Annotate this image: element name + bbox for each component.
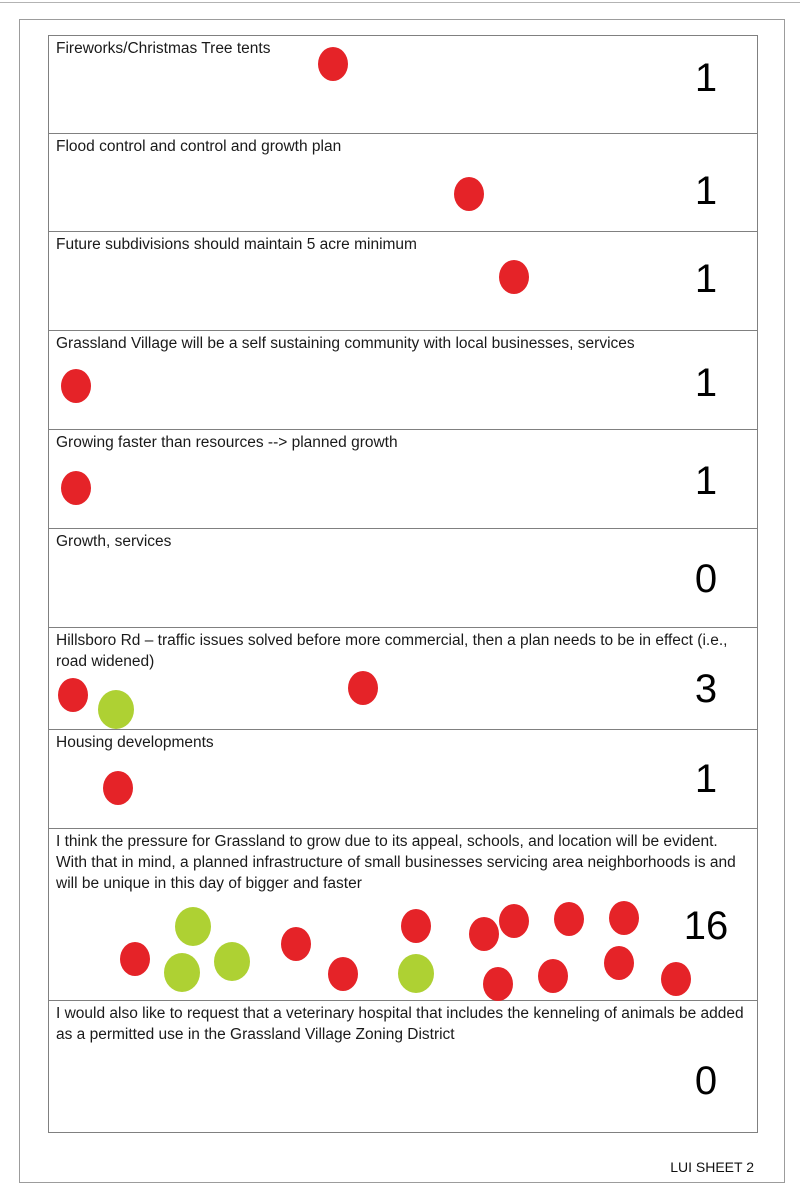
comment-text: Fireworks/Christmas Tree tents [56, 40, 271, 57]
vote-dot-red [58, 678, 88, 712]
vote-count: 1 [694, 257, 718, 301]
vote-dot-green [98, 690, 134, 729]
vote-dot-red [61, 471, 91, 505]
comment-text: Growth, services [56, 533, 172, 550]
table-row [49, 134, 757, 232]
comment-text: Hillsboro Rd – traffic issues solved before more commercial, then a plan needs to be in effect (i.e., road widened) [56, 632, 732, 670]
vote-dot-red [499, 260, 529, 294]
vote-count: 0 [694, 1059, 718, 1103]
table-row [49, 1001, 757, 1132]
table-row [49, 232, 757, 331]
vote-dot-red [401, 909, 431, 943]
vote-count: 0 [694, 557, 718, 601]
vote-dot-red [661, 962, 691, 996]
comment-text: Grassland Village will be a self sustaining community with local businesses, services [56, 335, 635, 352]
vote-dot-red [318, 47, 348, 81]
vote-dot-red [328, 957, 358, 991]
vote-dot-red [499, 904, 529, 938]
vote-count: 1 [694, 56, 718, 100]
vote-count: 16 [683, 904, 729, 948]
vote-dot-red [538, 959, 568, 993]
table-row [49, 730, 757, 829]
comment-text: Housing developments [56, 734, 214, 751]
table-row [49, 529, 757, 628]
table-row [49, 628, 757, 730]
comment-text: Growing faster than resources --> planned growth [56, 434, 398, 451]
comment-text: Future subdivisions should maintain 5 acre minimum [56, 236, 417, 253]
table-row [49, 36, 757, 134]
vote-dot-red [554, 902, 584, 936]
vote-count: 1 [694, 459, 718, 503]
vote-count: 3 [694, 667, 718, 711]
vote-dot-green [164, 953, 200, 992]
vote-dot-green [175, 907, 211, 946]
comment-text: Flood control and control and growth plan [56, 138, 342, 155]
comment-text: I think the pressure for Grassland to grow due to its appeal, schools, and location will be evident. With that in mind, a planned infrastructure of small businesses servicing area neighborhoods is and will be unique in this day of bigger and faster [56, 833, 741, 892]
vote-dot-red [483, 967, 513, 1001]
vote-count: 1 [694, 757, 718, 801]
vote-count: 1 [694, 361, 718, 405]
vote-dot-red [469, 917, 499, 951]
vote-dot-red [103, 771, 133, 805]
table-row [49, 331, 757, 430]
vote-dot-red [604, 946, 634, 980]
vote-dot-red [61, 369, 91, 403]
vote-dot-green [398, 954, 434, 993]
page-top-rule [0, 2, 800, 3]
vote-dot-green [214, 942, 250, 981]
vote-dot-red [348, 671, 378, 705]
table-row [49, 430, 757, 529]
vote-count: 1 [694, 169, 718, 213]
vote-dot-red [609, 901, 639, 935]
tally-board [48, 35, 758, 1133]
sheet-footer-label: LUI SHEET 2 [670, 1159, 754, 1175]
comment-text: I would also like to request that a veterinary hospital that includes the kenneling of animals be added as a permitted use in the Grassland Village Zoning District [56, 1005, 748, 1043]
vote-dot-red [454, 177, 484, 211]
table-row [49, 829, 757, 1001]
vote-dot-red [120, 942, 150, 976]
vote-dot-red [281, 927, 311, 961]
